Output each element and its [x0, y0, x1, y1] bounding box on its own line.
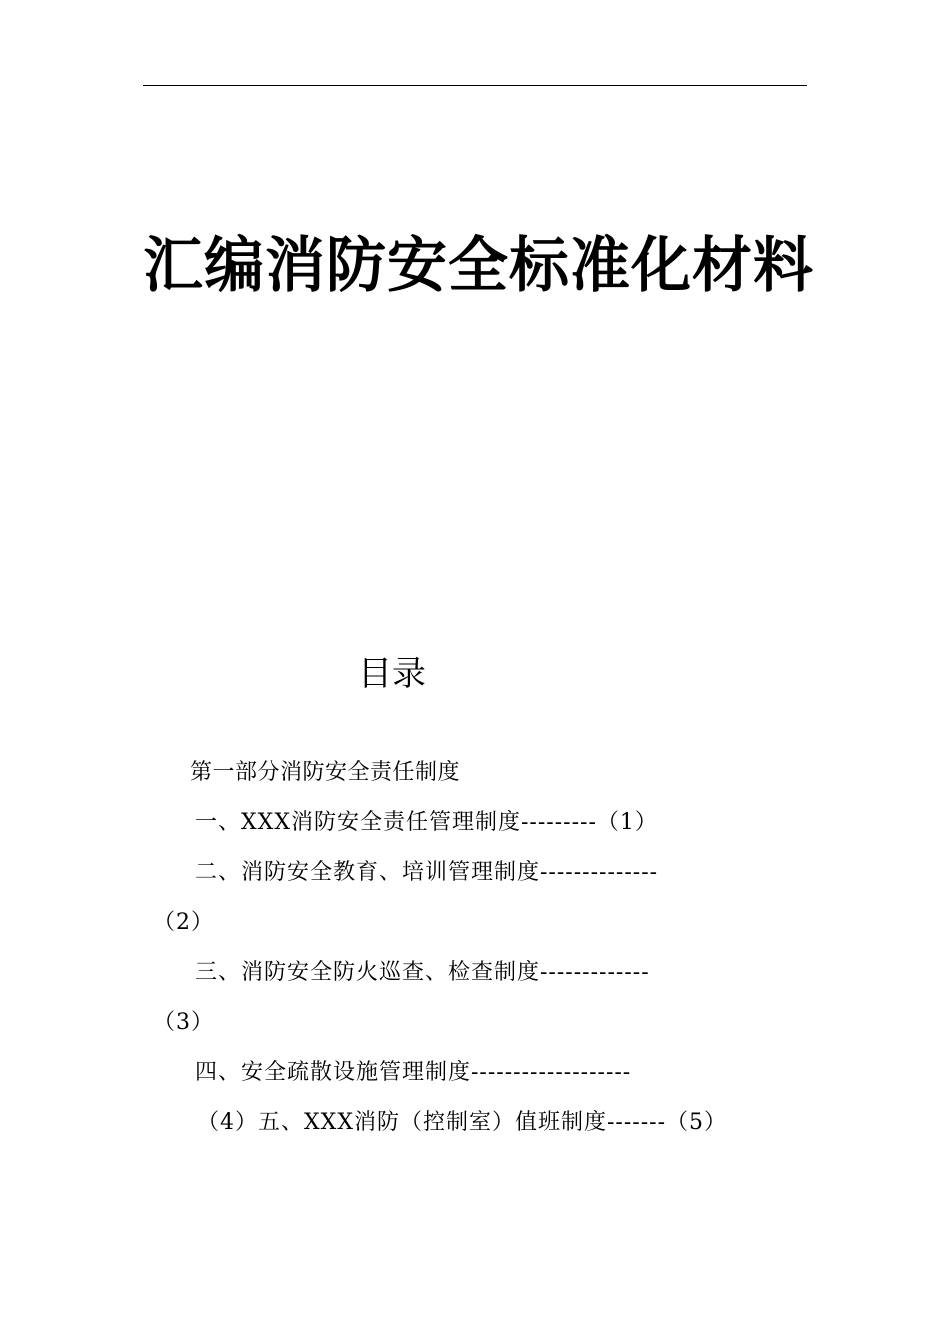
toc-heading: 目录	[358, 654, 426, 694]
toc-entry-3: 三、消防安全防火巡查、检查制度-------------	[195, 960, 650, 985]
toc-entry-3-page: （3）	[153, 1010, 214, 1035]
toc-entry-2-page: （2）	[153, 910, 214, 935]
document-title: 汇编消防安全标准化材料	[143, 231, 814, 301]
header-rule	[143, 85, 807, 86]
toc-entry-2: 二、消防安全教育、培训管理制度--------------	[195, 860, 659, 885]
toc-entry-4: 四、安全疏散设施管理制度-------------------	[195, 1060, 632, 1085]
toc-entry-4-5: （4）五、XXX消防（控制室）值班制度-------（5）	[197, 1110, 728, 1135]
toc-section-heading: 第一部分消防安全责任制度	[190, 760, 461, 785]
toc-entry-1: 一、XXX消防安全责任管理制度---------（1）	[195, 810, 658, 835]
